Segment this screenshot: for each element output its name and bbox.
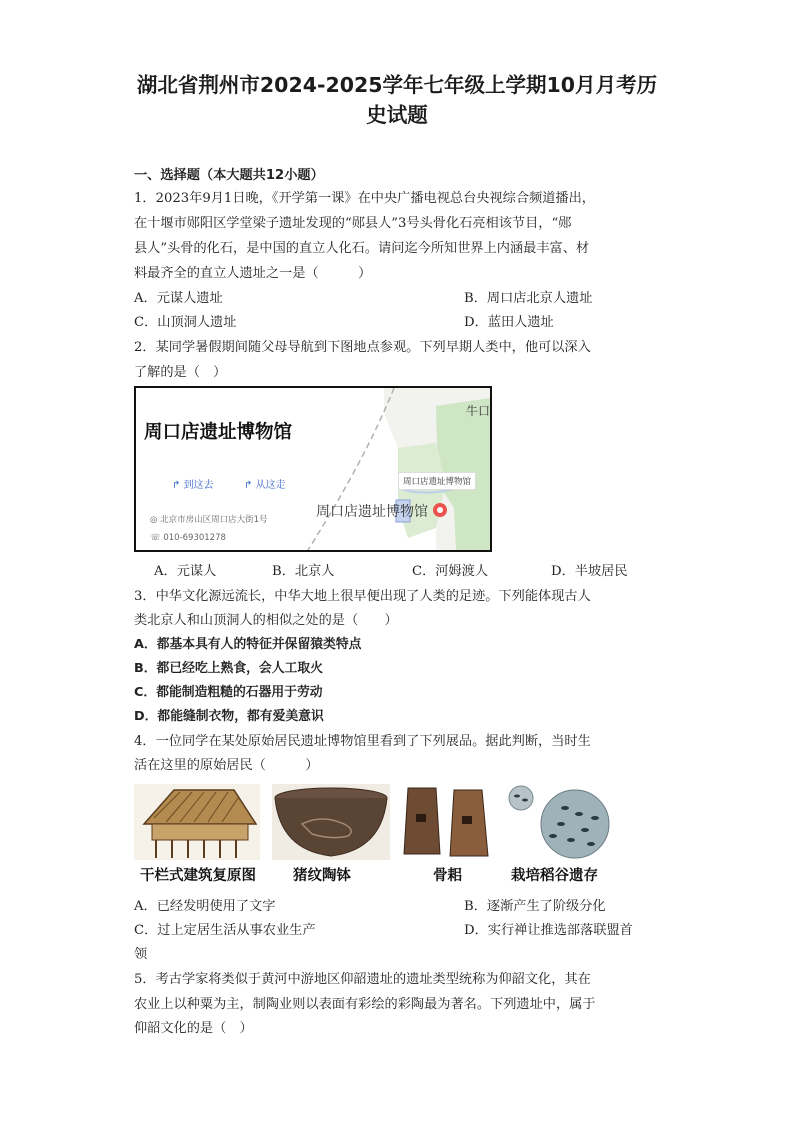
- q4-line-2: 活在这里的原始居民（ ）: [134, 758, 319, 773]
- q1-line-3: 县人”头骨的化石，是中国的直立人化石。请问迄今所知世界上内涵最丰富、材: [134, 241, 590, 256]
- q4-option-b: B．逐渐产生了阶级分化: [464, 899, 606, 914]
- q3-option-b: B．都已经吃上熟食，会人工取火: [134, 661, 323, 676]
- q2-option-c: C．河姆渡人: [412, 564, 489, 579]
- caption-rice-remains: 栽培稻谷遗存: [511, 868, 598, 884]
- q2-option-d: D．半坡居民: [551, 564, 628, 579]
- q3-option-a: A．都基本具有人的特征并保留猿类特点: [134, 637, 362, 652]
- map-tooltip: 周口店遗址博物馆: [398, 472, 476, 490]
- q1-line-1: 1．2023年9月1日晚，《开学第一课》在中央广播电视总台央视综合频道播出，: [134, 191, 595, 206]
- q1-line-4: 料最齐全的直立人遗址之一是（ ）: [134, 266, 372, 281]
- q5-line-1: 5．考古学家将类似于黄河中游地区仰韶遗址的遗址类型统称为仰韶文化，其在: [134, 972, 591, 987]
- map-place-label: 周口店遗址博物馆: [316, 504, 428, 520]
- route-arrow-icon: ↱: [172, 480, 184, 491]
- map-screenshot: [134, 386, 492, 552]
- q1-option-a: A．元谋人遗址: [134, 291, 223, 306]
- q2-line-2: 了解的是（ ）: [134, 365, 227, 380]
- bone-spade-image: [400, 784, 494, 860]
- turn-arrow-icon: ↱: [244, 480, 256, 491]
- caption-pig-pottery: 猪纹陶钵: [293, 868, 351, 884]
- phone-icon: ☏: [150, 533, 164, 543]
- q3-option-d: D．都能缝制衣物，都有爱美意识: [134, 709, 324, 724]
- q1-option-b: B．周口店北京人遗址: [464, 291, 593, 306]
- q2-option-b: B．北京人: [272, 564, 335, 579]
- q1-option-c: C．山顶洞人遗址: [134, 315, 237, 330]
- caption-stilt-house: 干栏式建筑复原图: [140, 868, 256, 884]
- q3-line-2: 类北京人和山顶洞人的相似之处的是（ ）: [134, 613, 398, 628]
- map-corner-label: 牛口: [466, 404, 491, 418]
- rice-remains-image: [505, 784, 615, 860]
- bone-spade-drawing: [400, 784, 494, 860]
- q5-line-3: 仰韶文化的是（ ）: [134, 1021, 253, 1036]
- map-address: ◎ 北京市房山区周口店大街1号: [150, 515, 268, 525]
- q1-line-2: 在十堰市郧阳区学堂梁子遗址发现的“郧县人”3号头骨化石亮相该节目，“郧: [134, 216, 572, 231]
- q5-line-2: 农业上以种粟为主，制陶业则以表面有彩绘的彩陶最为著名。下列遗址中，属于: [134, 997, 596, 1012]
- caption-bone-spade: 骨耜: [433, 868, 462, 884]
- q4-option-a: A．已经发明使用了文字: [134, 899, 276, 914]
- q4-option-d-wrap: 领: [134, 947, 148, 962]
- stilt-house-image: [134, 784, 260, 860]
- stilt-house-drawing: [134, 784, 260, 860]
- pig-pottery-image: [272, 784, 390, 860]
- map-go-button: ↱ 到这去: [172, 480, 214, 491]
- q1-option-d: D．蓝田人遗址: [464, 315, 554, 330]
- q4-option-c: C．过上定居生活从事农业生产: [134, 923, 316, 938]
- q2-option-a: A．元谋人: [154, 564, 217, 579]
- title-line-2: 史试题: [366, 103, 428, 127]
- q3-line-1: 3．中华文化源远流长，中华大地上很早便出现了人类的足迹。下列能体现古人: [134, 589, 591, 604]
- q4-option-d: D．实行禅让推选部落联盟首: [464, 923, 633, 938]
- map-phone: ☏ 010-69301278: [150, 533, 226, 543]
- rice-remains-drawing: [505, 784, 615, 860]
- pig-pottery-drawing: [272, 784, 390, 860]
- location-pin-icon: ◎: [150, 515, 161, 525]
- q2-line-1: 2．某同学暑假期间随父母导航到下图地点参观。下列早期人类中，他可以深入: [134, 340, 591, 355]
- map-from-button: ↱ 从这走: [244, 480, 286, 491]
- map-title: 周口店遗址博物馆: [144, 422, 293, 443]
- map-background: [136, 388, 490, 550]
- q3-option-c: C．都能制造粗糙的石器用于劳动: [134, 685, 323, 700]
- exam-title: [120, 70, 674, 130]
- q4-line-1: 4．一位同学在某处原始居民遗址博物馆里看到了下列展品。据此判断，当时生: [134, 734, 591, 749]
- title-line-1: 湖北省荆州市2024-2025学年七年级上学期10月月考历: [136, 73, 658, 97]
- section-heading: 一、选择题（本大题共12小题）: [134, 168, 324, 183]
